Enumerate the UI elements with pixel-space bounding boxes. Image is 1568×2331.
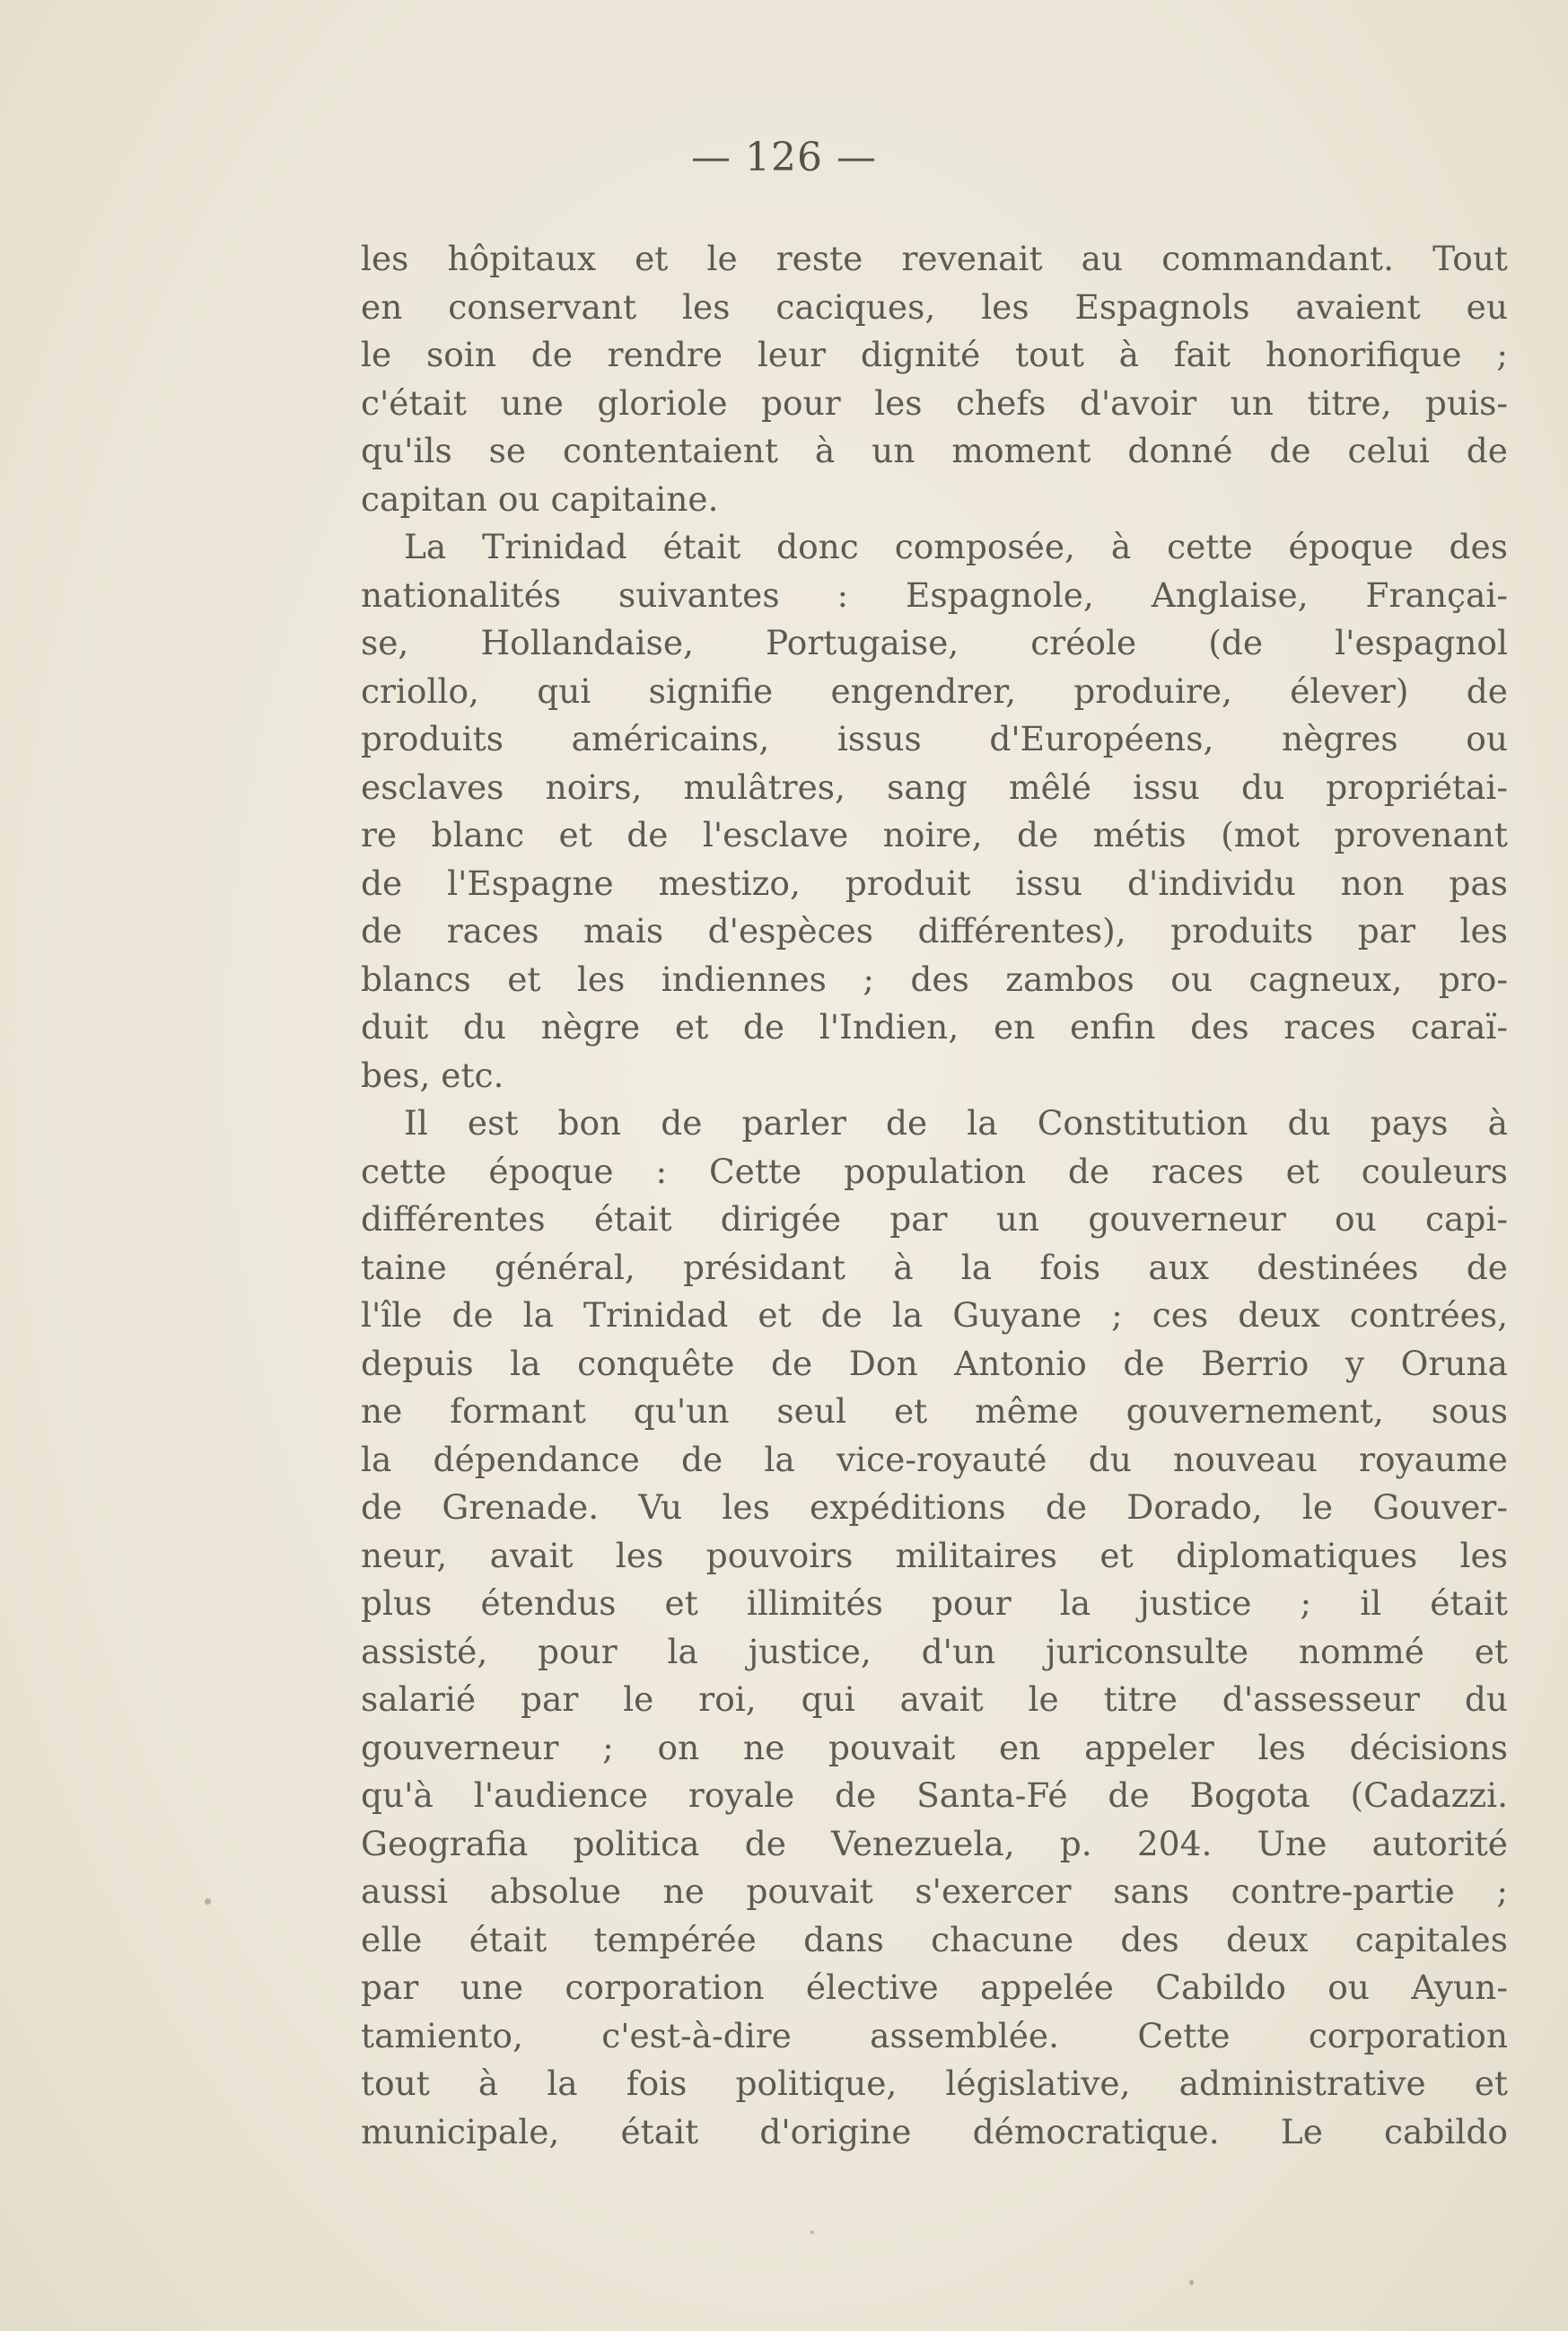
text-line: se, Hollandaise, Portugaise, créole (de l'espagnol — [361, 623, 1508, 662]
text-line: l'île de la Trinidad et de la Guyane ; ces deux contrées, — [361, 1295, 1508, 1335]
text-line: produits américains, issus d'Européens, nègres ou — [361, 719, 1508, 758]
text-line: esclaves noirs, mulâtres, sang mêlé issu du propriétai- — [361, 767, 1508, 807]
text-line: municipale, était d'origine démocratique. Le cabildo — [361, 2111, 1508, 2151]
text-line: criollo, qui signifie engendrer, produire, élever) de — [361, 670, 1508, 711]
text-line: de Grenade. Vu les expéditions de Dorado, le Gouver- — [361, 1487, 1508, 1527]
text-line: depuis la conquête de Don Antonio de Berrio y Oruna — [361, 1343, 1508, 1383]
text-line: taine général, présidant à la fois aux destinées de — [361, 1247, 1508, 1287]
text-line: le soin de rendre leur dignité tout à fait honorifique ; — [361, 335, 1508, 374]
text-line: Geografia politica de Venezuela, p. 204. Une autorité — [361, 1823, 1508, 1863]
text-line: bes, etc. — [361, 1055, 504, 1095]
text-line: cette époque : Cette population de races et couleurs — [361, 1151, 1508, 1191]
text-line: tout à la fois politique, législative, administrative et — [361, 2064, 1508, 2103]
text-line: en conservant les caciques, les Espagnols avaient eu — [361, 286, 1508, 327]
text-line: aussi absolue ne pouvait s'exercer sans contre-partie ; — [361, 1871, 1508, 1911]
text-line: salarié par le roi, qui avait le titre d'assesseur du — [361, 1679, 1508, 1719]
text-line: Il est bon de parler de la Constitution du pays à — [404, 1103, 1508, 1143]
text-line: les hôpitaux et le reste revenait au commandant. Tout — [361, 239, 1508, 278]
text-line: neur, avait les pouvoirs militaires et diplomatiques les — [361, 1535, 1508, 1575]
text-line: tamiento, c'est-à-dire assemblée. Cette corporation — [361, 2015, 1508, 2055]
text-line: plus étendus et illimités pour la justice ; il était — [361, 1583, 1508, 1623]
text-line: duit du nègre et de l'Indien, en enfin des races caraï- — [361, 1007, 1508, 1047]
text-line: la dépendance de la vice-royauté du nouveau royaume — [361, 1439, 1508, 1479]
text-line: elle était tempérée dans chacune des deux capitales — [361, 1919, 1508, 1959]
text-line: c'était une gloriole pour les chefs d'avoir un titre, puis- — [361, 382, 1508, 423]
text-line: gouverneur ; on ne pouvait en appeler les décisions — [361, 1727, 1508, 1767]
paper-speck — [810, 2230, 814, 2234]
text-line: assisté, pour la justice, d'un juriconsulte nommé et — [361, 1631, 1508, 1671]
text-line: de l'Espagne mestizo, produit issu d'individu non pas — [361, 863, 1508, 903]
text-line: qu'à l'audience royale de Santa-Fé de Bogota (Cadazzi. — [361, 1775, 1508, 1815]
text-line: capitan ou capitaine. — [361, 478, 719, 519]
text-line: La Trinidad était donc composée, à cette époque des — [404, 527, 1508, 566]
page-number: — 126 — — [691, 135, 877, 180]
text-line: nationalités suivantes : Espagnole, Anglaise, Françai- — [361, 574, 1508, 615]
text-line: de races mais d'espèces différentes), produits par les — [361, 911, 1508, 951]
text-line: qu'ils se contentaient à un moment donné de celui de — [361, 431, 1508, 470]
text-line: blancs et les indiennes ; des zambos ou cagneux, pro- — [361, 959, 1508, 999]
paper-speck — [205, 1898, 211, 1905]
body-text — [361, 235, 1508, 2156]
text-line: ne formant qu'un seul et même gouvernement, sous — [361, 1391, 1508, 1431]
text-line: par une corporation élective appelée Cabildo ou Ayun- — [361, 1967, 1508, 2007]
text-line: re blanc et de l'esclave noire, de métis (mot provenant — [361, 815, 1508, 854]
paper-speck — [1189, 2280, 1194, 2285]
text-line: différentes était dirigée par un gouverneur ou capi- — [361, 1199, 1508, 1239]
